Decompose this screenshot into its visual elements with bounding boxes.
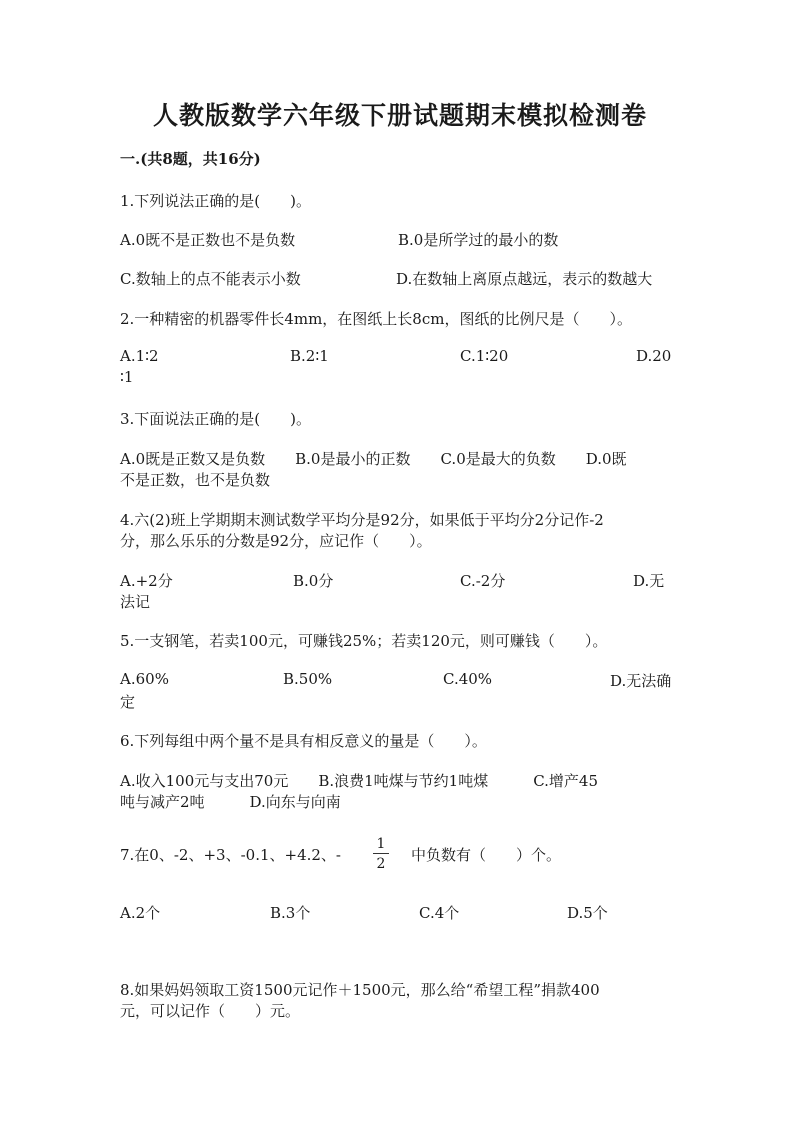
question-5-option-d: D.无法确 (610, 672, 672, 690)
question-5-option-c: C.40% (443, 670, 493, 688)
question-3-options-line2: 不是正数，也不是负数 (120, 471, 271, 489)
question-4-option-a: A.+2分 (120, 572, 173, 590)
question-6-options-line1: A.收入100元与支出70元 B.浪费1吨煤与节约1吨煤 C.增产45 (120, 772, 598, 790)
question-7-option-c: C.4个 (419, 904, 460, 922)
question-2-option-d-cont: ∶1 (120, 368, 134, 386)
page-title: 人教版数学六年级下册试题期末模拟检测卷 (152, 101, 647, 130)
question-8-stem-line2: 元，可以记作（ ）元。 (120, 1002, 301, 1020)
question-3-stem: 3.下面说法正确的是( )。 (120, 410, 312, 428)
question-1-stem: 1.下列说法正确的是( )。 (120, 192, 312, 210)
question-3-options-line1: A.0既是正数又是负数 B.0是最小的正数 C.0是最大的负数 D.0既 (120, 450, 627, 468)
fraction-numerator: 1 (376, 836, 386, 852)
question-7-option-d: D.5个 (567, 904, 608, 922)
section-heading: 一.(共8题，共16分) (120, 150, 261, 168)
question-1-option-c: C.数轴上的点不能表示小数 (120, 270, 301, 288)
question-5-option-b: B.50% (283, 670, 333, 688)
question-5-option-d-cont: 定 (120, 693, 136, 711)
question-7-stem-end: 中负数有（ ）个。 (411, 846, 562, 864)
question-7-option-a: A.2个 (120, 904, 161, 922)
question-7-stem-start: 7.在0、-2、+3、-0.1、+4.2、- (120, 846, 341, 864)
question-1-option-b: B.0是所学过的最小的数 (398, 231, 559, 249)
question-2-option-d: D.20 (636, 347, 672, 365)
question-2-option-b: B.2∶1 (290, 347, 329, 365)
question-1-option-a: A.0既不是正数也不是负数 (120, 231, 296, 249)
question-5-option-a: A.60% (120, 670, 169, 688)
fraction-denominator: 2 (376, 856, 386, 872)
question-5-stem: 5.一支钢笔，若卖100元，可赚钱25%；若卖120元，则可赚钱（ ）。 (120, 632, 608, 650)
fraction-one-half (373, 836, 389, 872)
question-8-stem-line1: 8.如果妈妈领取工资1500元记作＋1500元，那么给“希望工程”捐款400 (120, 981, 600, 999)
question-4-stem-line1: 4.六(2)班上学期期末测试数学平均分是92分，如果低于平均分2分记作-2 (120, 511, 604, 529)
question-6-stem: 6.下列每组中两个量不是具有相反意义的量是（ ）。 (120, 732, 487, 750)
question-7-option-b: B.3个 (270, 904, 311, 922)
question-4-option-d: D.无 (633, 572, 665, 590)
question-1-option-d: D.在数轴上离原点越远，表示的数越大 (396, 270, 653, 288)
question-4-option-b: B.0分 (293, 572, 334, 590)
question-2-option-a: A.1∶2 (120, 347, 159, 365)
question-2-stem: 2.一种精密的机器零件长4mm，在图纸上长8cm，图纸的比例尺是（ ）。 (120, 310, 632, 328)
question-4-option-c: C.-2分 (460, 572, 506, 590)
question-4-option-d-cont: 法记 (120, 593, 151, 611)
question-6-options-line2: 吨与减产2吨 D.向东与向南 (120, 793, 341, 811)
question-2-option-c: C.1∶20 (460, 347, 509, 365)
fraction-bar (373, 853, 389, 854)
question-4-stem-line2: 分，那么乐乐的分数是92分，应记作（ ）。 (120, 532, 432, 550)
